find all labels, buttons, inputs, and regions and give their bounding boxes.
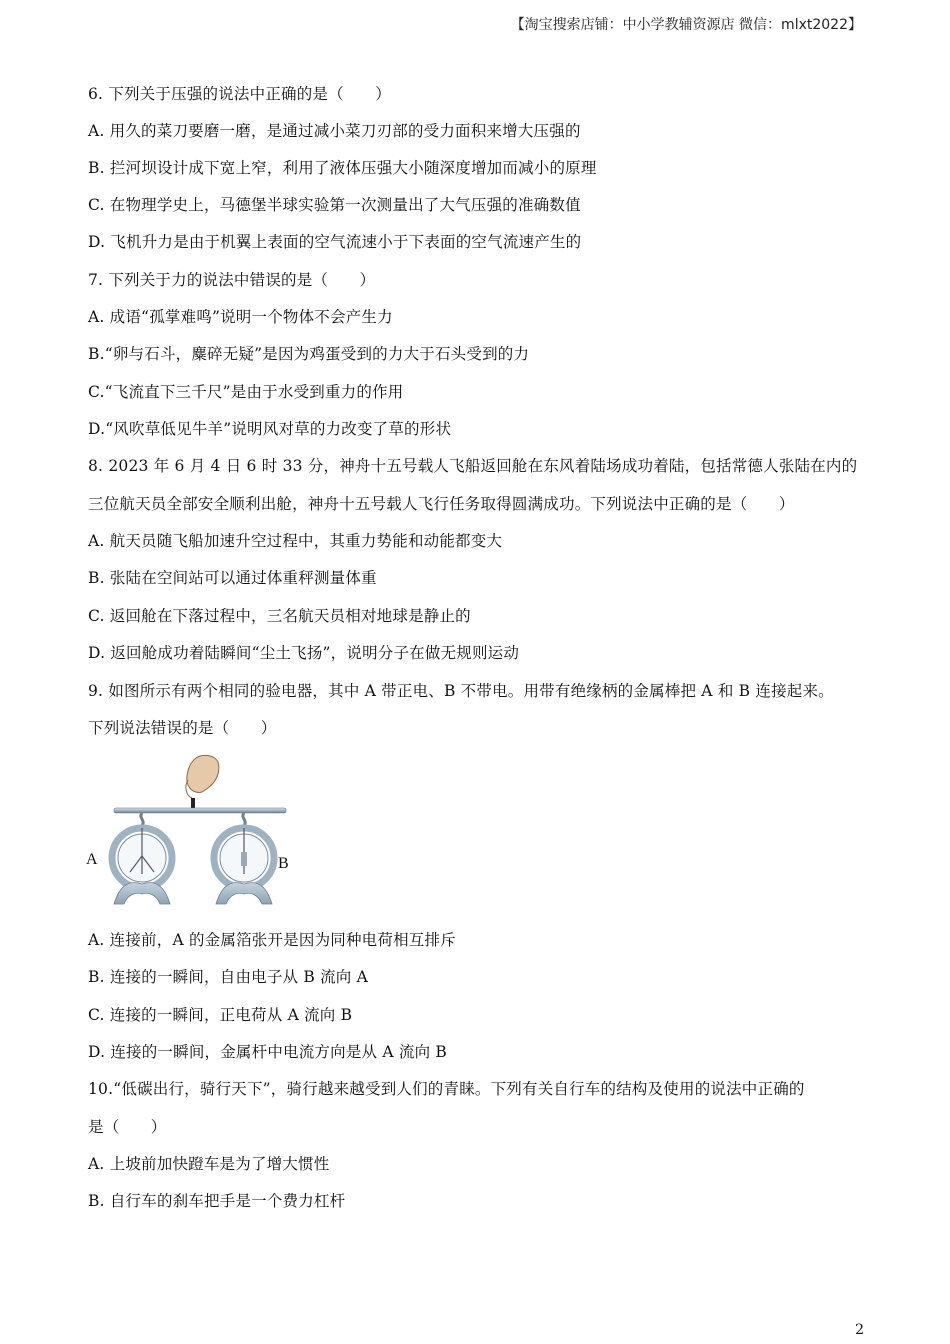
question-7-option-a: A. 成语“孤掌难鸣”说明一个物体不会产生力 bbox=[88, 308, 393, 326]
page-header: 【淘宝搜索店铺：中小学教辅资源店 微信：mlxt2022】 bbox=[510, 17, 862, 33]
question-8-option-a: A. 航天员随飞船加速升空过程中，其重力势能和动能都变大 bbox=[88, 532, 503, 550]
electroscope-b bbox=[214, 813, 274, 904]
question-6-option-c: C. 在物理学史上，马德堡半球实验第一次测量出了大气压强的准确数值 bbox=[88, 196, 581, 214]
question-8-stem-line-2: 三位航天员全部安全顺利出舱，神舟十五号载人飞行任务取得圆满成功。下列说法中正确的是（ ） bbox=[88, 495, 795, 513]
question-9-option-d: D. 连接的一瞬间，金属杆中电流方向是从 A 流向 B bbox=[88, 1043, 447, 1061]
question-10-option-b: B. 自行车的刹车把手是一个费力杠杆 bbox=[88, 1192, 346, 1210]
question-6-option-d: D. 飞机升力是由于机翼上表面的空气流速小于下表面的空气流速产生的 bbox=[88, 233, 582, 251]
question-7-stem: 7. 下列关于力的说法中错误的是（ ） bbox=[88, 271, 376, 289]
question-7-option-b: B.“卵与石斗，麋碎无疑”是因为鸡蛋受到的力大于石头受到的力 bbox=[88, 345, 530, 363]
electroscope-a bbox=[112, 813, 172, 904]
question-9-option-c: C. 连接的一瞬间，正电荷从 A 流向 B bbox=[88, 1006, 353, 1024]
hand-icon bbox=[186, 755, 219, 810]
question-10-option-a: A. 上坡前加快蹬车是为了增大惯性 bbox=[88, 1155, 330, 1173]
question-8-stem-line-1: 8. 2023 年 6 月 4 日 6 时 33 分，神舟十五号载人飞船返回舱在东风着陆场成功着陆，包括常德人张陆在内的 bbox=[88, 457, 858, 475]
question-6-option-a: A. 用久的菜刀要磨一磨，是通过减小菜刀刃部的受力面积来增大压强的 bbox=[88, 122, 581, 140]
page-number: 2 bbox=[855, 1322, 864, 1338]
question-9-option-a: A. 连接前，A 的金属箔张开是因为同种电荷相互排斥 bbox=[88, 931, 456, 949]
metal-rod bbox=[114, 808, 286, 813]
label-a: A bbox=[86, 851, 98, 868]
question-9-option-b: B. 连接的一瞬间，自由电子从 B 流向 A bbox=[88, 968, 369, 986]
question-9-stem-line-1: 9. 如图所示有两个相同的验电器，其中 A 带正电、B 不带电。用带有绝缘柄的金属棒把 A 和 B 连接起来。 bbox=[88, 682, 834, 700]
question-10-stem-line-1: 10.“低碳出行，骑行天下”，骑行越来越受到人们的青睐。下列有关自行车的结构及使用的说法中正确的 bbox=[88, 1080, 805, 1098]
question-7-option-d: D.“风吹草低见牛羊”说明风对草的力改变了草的形状 bbox=[88, 420, 452, 438]
question-6-option-b: B. 拦河坝设计成下宽上窄，利用了液体压强大小随深度增加而减小的原理 bbox=[88, 159, 597, 177]
question-10-stem-line-2: 是（ ） bbox=[88, 1118, 167, 1136]
question-8-option-d: D. 返回舱成功着陆瞬间“尘土飞扬”，说明分子在做无规则运动 bbox=[88, 644, 520, 662]
label-b: B bbox=[278, 855, 289, 872]
question-7-option-c: C.“飞流直下三千尺”是由于水受到重力的作用 bbox=[88, 383, 404, 401]
question-6-stem: 6. 下列关于压强的说法中正确的是（ ） bbox=[88, 85, 391, 103]
question-8-option-b: B. 张陆在空间站可以通过体重秤测量体重 bbox=[88, 569, 377, 587]
electroscope-figure bbox=[84, 752, 299, 912]
question-9-stem-line-2: 下列说法错误的是（ ） bbox=[88, 719, 277, 737]
question-8-option-c: C. 返回舱在下落过程中，三名航天员相对地球是静止的 bbox=[88, 607, 471, 625]
electroscope-illustration bbox=[84, 752, 299, 912]
